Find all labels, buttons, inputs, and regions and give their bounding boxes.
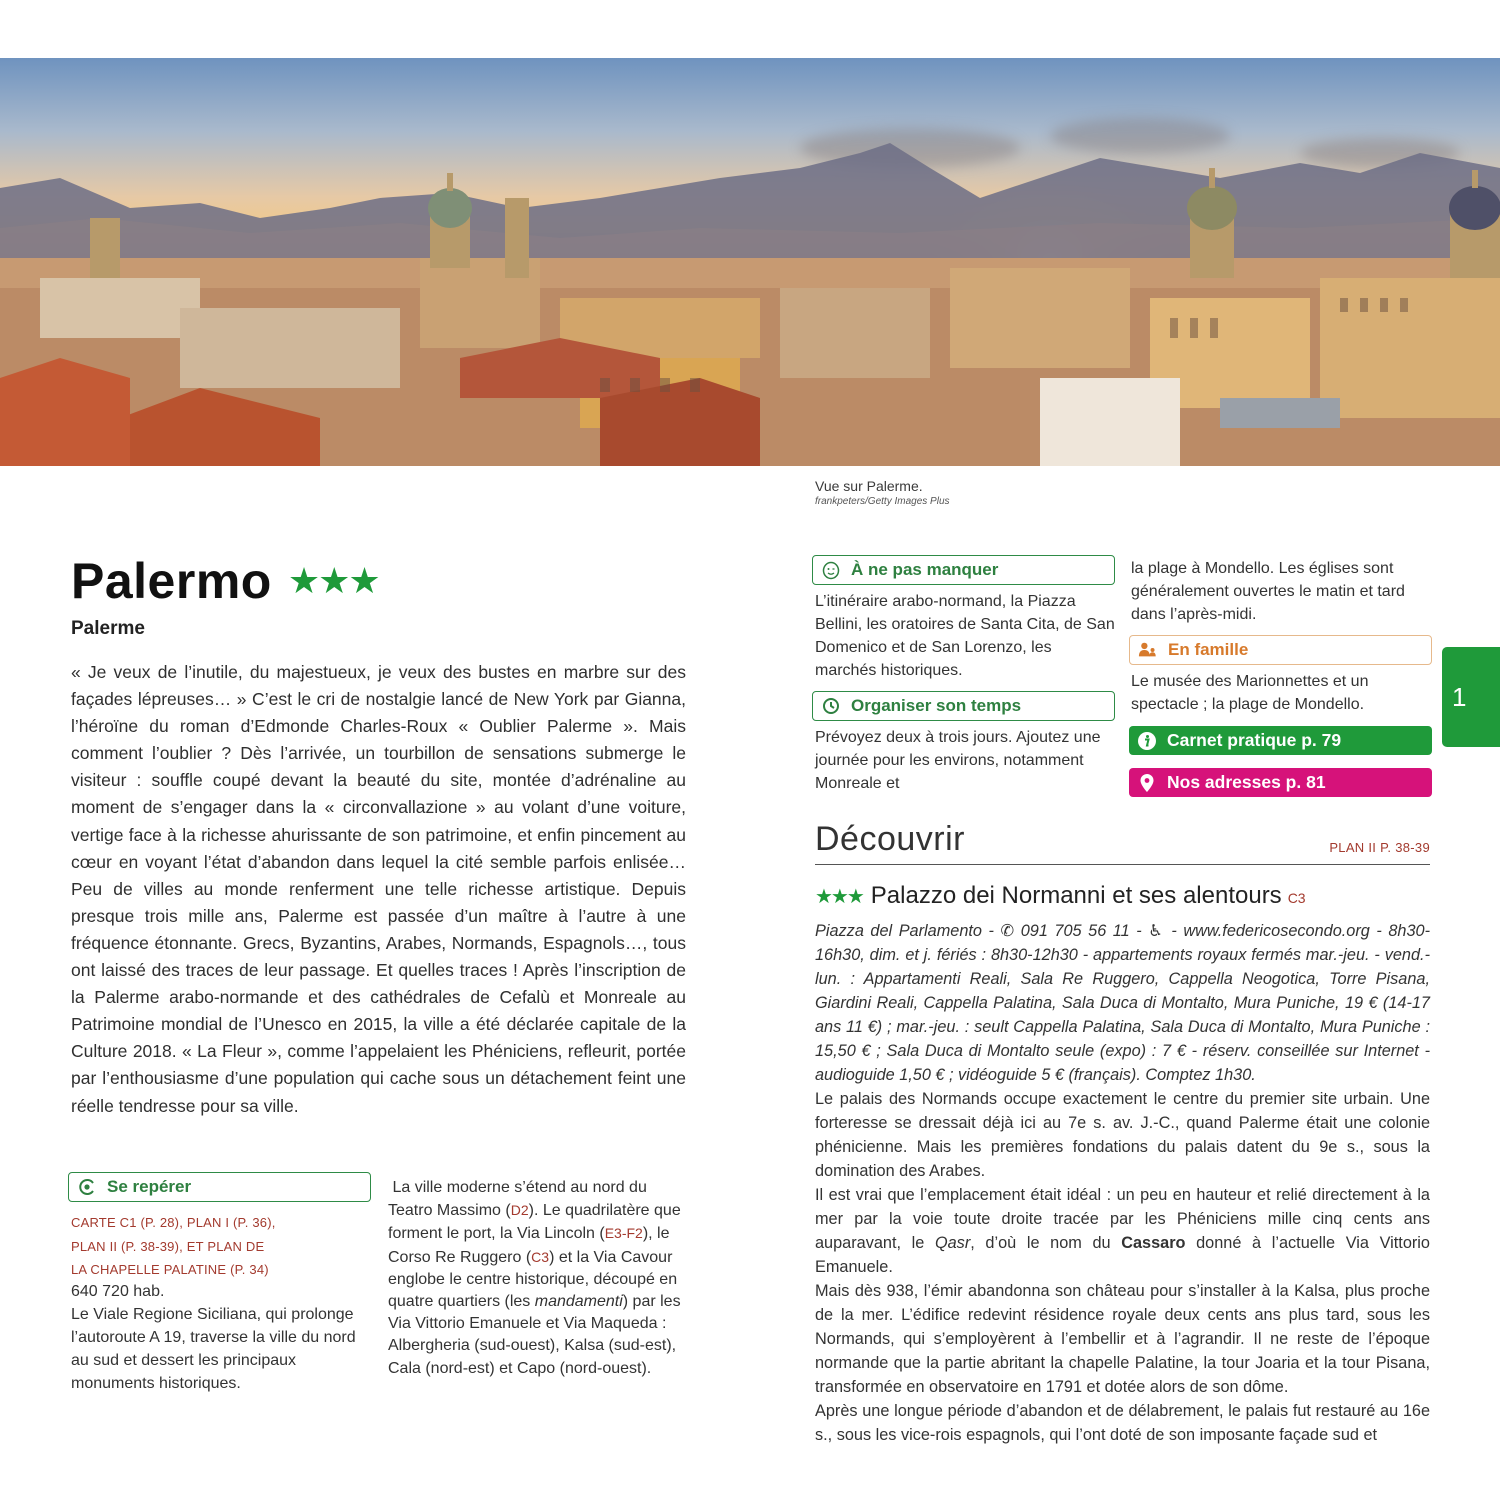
site-description [815, 1087, 1430, 1447]
nos-adresses-label: Nos adresses p. 81 [1167, 772, 1326, 792]
rating-stars-icon: ★★★ [815, 886, 863, 908]
ne-pas-manquer-heading [812, 555, 1115, 585]
paragraph: Il est vrai que l’emplacement était idéal : un peu en hauteur et relié directement à la mer par la voie toute droite tracée par les Phéniciens mille cinq cents ans auparavant, le Qasr, d’où le nom du Cassaro donné à l’actuelle Via Vittorio Emanuele. [815, 1186, 1430, 1276]
rating-stars-icon: ★★★ [287, 560, 379, 601]
en-famille-label: En famille [1168, 640, 1249, 659]
plan-reference[interactable]: PLAN II P. 38-39 [1329, 840, 1430, 855]
caption-credit: frankpeters/Getty Images Plus [815, 496, 950, 507]
clock-icon [821, 696, 841, 716]
hero-photo [0, 58, 1500, 466]
site-heading [815, 882, 1306, 910]
grid-ref[interactable]: C3 [531, 1248, 550, 1265]
organiser-continued: la plage à Mondello. Les églises sont généralement ouvertes le matin et tard dans l’après-midi. [1131, 560, 1405, 623]
map-ref-line[interactable]: PLAN II (P. 38-39), ET PLAN DE [71, 1238, 265, 1254]
population: 640 720 hab. [71, 1283, 165, 1300]
grid-ref[interactable]: E3-F2 [604, 1225, 643, 1242]
city-french-name: Palerme [71, 618, 145, 639]
map-references [71, 1211, 276, 1282]
paragraph: Le palais des Normands occupe exactement le centre du premier site urbain. Une forteresse se dressait déjà ici au 7e s. av. J.-C., quand Palerme était une colonie phénicienne. Mais les premières fondations du palais datent du 9e s., sous la domination des Arabes. [815, 1090, 1430, 1180]
smiley-icon [821, 560, 841, 580]
map-ref-line[interactable]: LA CHAPELLE PALATINE (P. 34) [71, 1262, 269, 1277]
map-pin-icon [1137, 773, 1157, 793]
grid-ref[interactable]: D2 [510, 1202, 529, 1219]
carnet-pratique-link[interactable] [1129, 726, 1432, 755]
ville-moderne-paragraph: La ville moderne s’étend au nord du Teatro Massimo (D2). Le quadrilatère que forment le port, la Via Lincoln (E3-F2), le Corso Re Ruggero (C3) et la Via Cavour englobe le centre historique, découpé en quatre quartiers (les mandamenti) par les Via Vittorio Emanuele et Via Maqueda : Albergheria (sud-ouest), Kalsa (sud-est), Cala (nord-est) et Capo (nord-ouest). [388, 1179, 681, 1377]
organiser-body: Prévoyez deux à trois jours. Ajoutez une journée pour les environs, notamment Monreale et [815, 729, 1101, 792]
info-icon [1137, 731, 1157, 751]
city-skyline-illustration [0, 58, 1500, 466]
phone-number: 091 705 56 11 [1020, 922, 1130, 940]
carnet-pratique-label: Carnet pratique p. 79 [1167, 730, 1342, 750]
decouvrir-heading: Découvrir [815, 820, 965, 858]
family-icon [1138, 640, 1158, 660]
se-reperer-label: Se repérer [107, 1177, 192, 1196]
intro-paragraph: « Je veux de l’inutile, du majestueux, je veux des bustes en marbre sur des façades lépreuses… » C’est le cri de nostalgie lancé de New York par Gianna, l’héroïne du roman d’Edmonde Charles-Roux « Oublier Palerme ». Mais comment l’oublier ? Dès l’arrivée, un tourbillon de sensations submerge le visiteur : souffle coupé devant la beauté du site, montée d’adrénaline au moment de s’engager dans la « circonvallazione » au volant d’une voiture, vertige face à la richesse ahurissante de son patrimoine, et enfin pincement au cœur en voyant l’état d’abandon dans lequel la cité semble parfois enlisée… Peu de villes au monde renferment une telle richesse artistique. Depuis presque trois mille ans, Palerme est passée d’un maître à l’autre à une fréquence étonnante. Grecs, Byzantins, Arabes, Normands, Espagnols…, tous ont laissé des traces de leur passage. Et quelles traces ! Après l’inscription de la Palerme arabo-normande et des cathédrales de Cefalù et Monreale au Patrimoine mondial de l’Unesco en 2015, la ville a été déclarée capitale de la Culture 2018. « La Fleur », comme l’appelaient les Phéniciens, refleurit, portée par l’enthousiasme d’une population qui cache sous un détachement feint une réelle tendresse pour sa ville. [71, 662, 686, 1116]
wheelchair-icon: ♿ [1148, 922, 1165, 940]
photo-caption [815, 478, 950, 507]
city-heading [71, 552, 379, 610]
en-famille-body: Le musée des Marionnettes et un spectacle ; la plage de Mondello. [1131, 673, 1369, 713]
organiser-heading [812, 691, 1115, 721]
grid-ref[interactable]: C3 [1287, 890, 1306, 906]
se-reperer-text: Le Viale Regione Siciliana, qui prolonge l’autoroute A 19, traverse la ville du nord au sud et dessert les principaux monuments historiques. [71, 1306, 356, 1392]
decouvrir-section-header [815, 820, 1430, 865]
ne-pas-manquer-body: L’itinéraire arabo-normand, la Piazza Bellini, les oratoires de Santa Cita, de San Domenico et de San Lorenzo, les marchés historiques. [815, 593, 1115, 679]
map-ref-line[interactable]: CARTE C1 (P. 28), PLAN I (P. 36), [71, 1215, 276, 1230]
city-name: Palermo [71, 553, 272, 609]
se-reperer-body [71, 1280, 366, 1395]
paragraph: Après une longue période d’abandon et de délabrement, le palais fut restauré au 16e s., sous les vice-rois espagnols, qui l’ont doté de son imposante façade sud et [815, 1402, 1430, 1444]
se-reperer-heading [68, 1172, 371, 1202]
organiser-label: Organiser son temps [851, 696, 1022, 715]
ne-pas-manquer-label: À ne pas manquer [851, 560, 999, 579]
en-famille-heading [1129, 635, 1432, 665]
site-title: Palazzo dei Normanni et ses alentours [870, 882, 1282, 909]
chapter-tab[interactable]: 1 [1442, 647, 1500, 747]
phone-icon: ✆ [1000, 922, 1021, 940]
site-practical-info: Piazza del Parlamento - ✆ 091 705 56 11 - ♿ - www.federicosecondo.org - 8h30-16h30, dim. et j. fériés : 8h30-12h30 - appartements royaux fermés mar.-jeu. - vend.-lun. : Appartamenti Reali, Sala Re Ruggero, Cappella Neogotica, Torre Pisana, Giardini Reali, Cappella Palatina, Sala Duca di Montalto, Mura Puniche, 19 € (14-17 ans 11 €) ; mar.-jeu. : seult Cappella Palatina, Sala Duca di Montalto, Mura Puniche : 15,50 € ; Sala Duca di Montalto seule (expo) : 7 € - réserv. conseillée sur Internet - audioguide 1,50 € ; vidéoguide 5 € (français). Comptez 1h30. [815, 922, 1431, 1084]
nos-adresses-link[interactable] [1129, 768, 1432, 797]
paragraph: Mais dès 938, l’émir abandonna son château pour s’installer à la Kalsa, plus proche de la mer. L’édifice redevint résidence royale deux cents ans plus tard, sous les Normands, qui s’employèrent à l’embellir et à l’agrandir. Il ne reste de l’époque normande que la partie abritant la chapelle Palatine, la tour Joaria et la tour Pisana, transformée en observatoire en 1791 et dotée alors de son dôme. [815, 1282, 1430, 1396]
locate-icon [77, 1177, 97, 1197]
caption-title: Vue sur Palerme. [815, 478, 923, 494]
